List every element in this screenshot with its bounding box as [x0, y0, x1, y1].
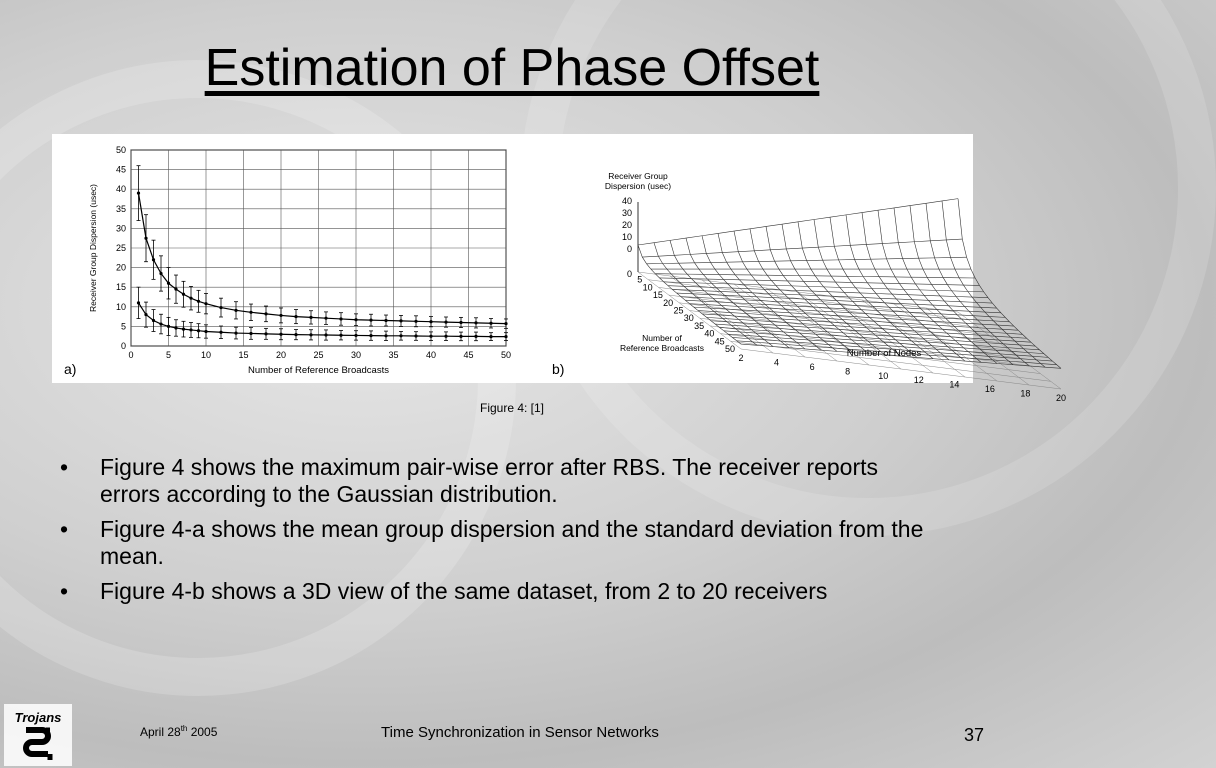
- panel-label: b): [552, 361, 565, 377]
- data-point: [504, 322, 507, 325]
- x-tick-label: 30: [683, 313, 694, 324]
- bullet-item: • Figure 4-b shows a 3D view of the same dataset, from 2 to 20 receivers: [60, 578, 940, 605]
- data-point: [219, 306, 222, 309]
- y-tick-label: 30: [115, 223, 126, 234]
- z-tick-label: 0: [626, 269, 632, 279]
- data-point: [279, 314, 282, 317]
- y-tick-label: 14: [949, 379, 960, 390]
- x-tick-label: 45: [714, 336, 725, 347]
- data-point: [324, 317, 327, 320]
- y-tick-label: 18: [1020, 388, 1031, 399]
- y-tick-label: 25: [115, 243, 126, 253]
- y-tick-label: 16: [984, 384, 995, 395]
- data-point: [152, 258, 155, 261]
- data-point: [264, 312, 267, 315]
- z-tick-label: 30: [621, 208, 632, 218]
- z-axis-label: Dispersion (usec): [604, 181, 672, 191]
- data-point: [444, 320, 447, 323]
- x-tick-label: 10: [642, 282, 653, 293]
- y-tick-label: 0: [120, 341, 126, 351]
- x-tick-label: 25: [313, 350, 324, 360]
- data-point: [294, 333, 297, 336]
- slide-number: 37: [964, 725, 985, 745]
- data-point: [174, 288, 177, 291]
- figure-4-svg: [52, 134, 1067, 403]
- slide-title: Estimation of Phase Offset: [204, 39, 820, 97]
- y-tick-label: 2: [738, 353, 744, 363]
- data-point: [264, 332, 267, 335]
- data-point: [309, 333, 312, 336]
- data-point: [414, 334, 417, 337]
- data-point: [182, 328, 185, 331]
- data-point: [324, 333, 327, 336]
- data-point: [354, 334, 357, 337]
- data-point: [369, 319, 372, 322]
- data-point: [384, 319, 387, 322]
- chart-a: [64, 145, 511, 377]
- footer-date: April 28th 2005: [140, 724, 218, 739]
- data-point: [197, 300, 200, 303]
- x-tick-label: 45: [463, 350, 474, 360]
- data-point: [219, 331, 222, 334]
- data-point: [339, 334, 342, 337]
- data-point: [174, 326, 177, 329]
- data-point: [144, 313, 147, 316]
- y-tick-label: 8: [845, 366, 851, 377]
- data-point: [294, 315, 297, 318]
- y-tick-label: 12: [913, 375, 924, 386]
- data-point: [459, 335, 462, 338]
- y-tick-label: 5: [120, 321, 126, 332]
- logo-text: Trojans: [14, 710, 62, 725]
- bullet-item: • Figure 4-a shows the mean group dispersion and the standard deviation from the mean.: [60, 516, 940, 570]
- y-tick-label: 10: [115, 301, 126, 312]
- figure-panel: [52, 134, 1067, 403]
- data-point: [189, 328, 192, 331]
- data-point: [474, 335, 477, 338]
- y-tick-label: 6: [809, 361, 815, 372]
- z-tick-label: 40: [621, 196, 632, 206]
- y-tick-label: 10: [878, 370, 889, 381]
- data-point: [167, 282, 170, 285]
- data-point: [369, 334, 372, 337]
- data-point: [137, 301, 140, 304]
- data-point: [159, 322, 162, 325]
- data-point: [339, 317, 342, 320]
- data-point: [204, 330, 207, 333]
- x-tick-label: 0: [128, 350, 134, 360]
- x-tick-label: 30: [350, 350, 362, 360]
- y-tick-label: 35: [115, 203, 126, 214]
- x-tick-label: 50: [724, 344, 735, 354]
- x-tick-label: 20: [663, 297, 674, 308]
- data-point: [234, 309, 237, 312]
- z-tick-label: 10: [621, 232, 632, 242]
- data-point: [489, 322, 492, 325]
- data-point: [384, 334, 387, 337]
- data-point: [167, 325, 170, 328]
- x-axis-label: Number of Reference Broadcasts: [248, 365, 389, 376]
- data-point: [204, 302, 207, 305]
- x-tick-label: 35: [388, 350, 399, 360]
- y-tick-label: 15: [115, 282, 126, 293]
- x-tick-label: 20: [275, 350, 287, 360]
- y-tick-label: 50: [115, 145, 126, 155]
- data-point: [182, 293, 185, 296]
- data-point: [152, 319, 155, 322]
- data-point: [144, 237, 147, 240]
- data-point: [459, 321, 462, 324]
- data-point: [414, 320, 417, 323]
- data-point: [399, 319, 402, 322]
- data-point: [429, 335, 432, 338]
- data-point: [197, 329, 200, 332]
- figure-caption: Figure 4: [1]: [479, 401, 545, 415]
- x-tick-label: 25: [673, 305, 684, 316]
- data-point: [354, 318, 357, 321]
- z-tick-label: 20: [621, 220, 632, 230]
- data-point: [279, 333, 282, 336]
- y-axis-label: Receiver Group Dispersion (usec): [88, 183, 98, 313]
- y-tick-label: 20: [1055, 393, 1067, 403]
- data-point: [444, 335, 447, 338]
- data-point: [159, 272, 162, 275]
- data-point: [189, 297, 192, 300]
- y-tick-label: 45: [115, 164, 126, 175]
- x-tick-label: 35: [694, 320, 705, 331]
- data-point: [429, 320, 432, 323]
- bullet-list: [60, 454, 940, 613]
- x-tick-label: 10: [200, 350, 212, 360]
- panel-label: a): [64, 361, 77, 377]
- x-tick-label: 15: [652, 290, 663, 301]
- z-axis-label: Receiver Group: [608, 171, 668, 181]
- data-point: [474, 321, 477, 324]
- y-tick-label: 20: [115, 262, 126, 273]
- data-point: [399, 334, 402, 337]
- x-tick-label: 5: [165, 350, 172, 360]
- data-point: [309, 316, 312, 319]
- bullet-item: • Figure 4 shows the maximum pair-wise error after RBS. The receiver reports errors according to the Gaussian distribution.: [60, 454, 940, 508]
- data-point: [489, 335, 492, 338]
- data-point: [137, 192, 140, 195]
- data-point: [249, 332, 252, 335]
- z-tick-label: 0: [626, 244, 632, 254]
- y-tick-label: 40: [115, 184, 126, 195]
- x-tick-label: 50: [500, 350, 512, 360]
- x-tick-label: 15: [238, 350, 249, 360]
- footer-title: Time Synchronization in Sensor Networks: [381, 724, 659, 741]
- data-point: [234, 331, 237, 334]
- y-tick-label: 4: [774, 357, 780, 368]
- x-axis-label: Number of: [642, 333, 682, 343]
- x-tick-label: 40: [704, 328, 715, 339]
- x-axis-label: Reference Broadcasts: [619, 343, 705, 353]
- y-axis-label: Number of Nodes: [846, 348, 922, 359]
- x-tick-label: 40: [425, 350, 437, 360]
- data-point: [249, 311, 252, 314]
- data-point: [504, 335, 507, 338]
- x-tick-label: 5: [637, 274, 643, 285]
